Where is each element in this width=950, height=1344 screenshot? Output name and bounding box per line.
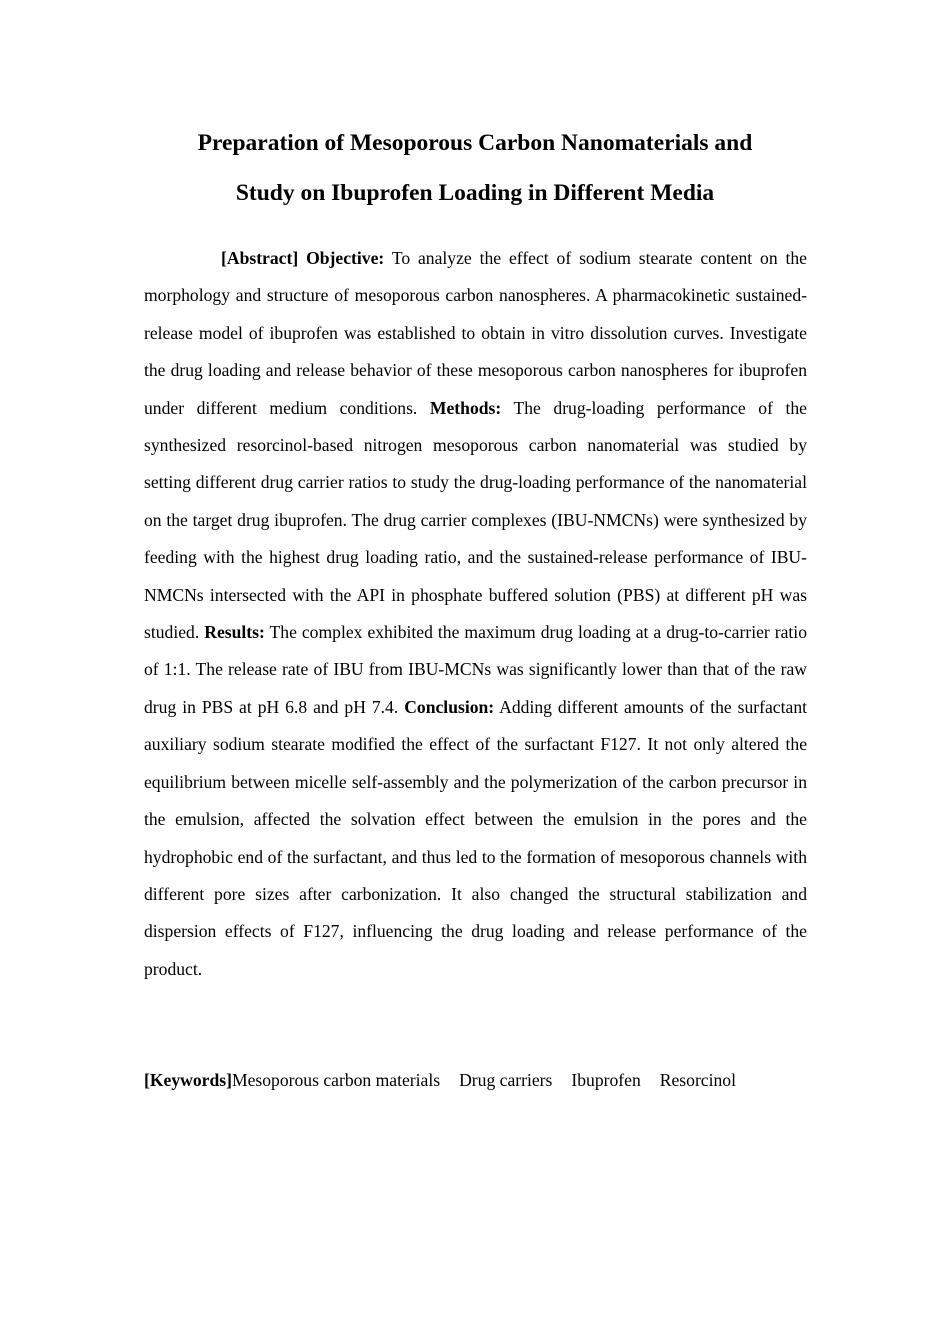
conclusion-label: Conclusion: [404, 696, 495, 717]
keyword-item: Mesoporous carbon materials [231, 1070, 441, 1090]
abstract-paragraph [144, 240, 807, 988]
title-line-2: Study on Ibuprofen Loading in Different Media [235, 180, 715, 206]
results-label: Results: [204, 622, 265, 643]
results-text: The complex exhibited the maximum drug loading at a drug-to-carrier ratio of 1:1. The release rate of IBU from IBU-MCNs was significantly lower than that of the raw drug in PBS at pH 6.8 and pH 7.4. [144, 622, 807, 717]
abstract-label: [Abstract] [221, 248, 299, 268]
title-line-1: Preparation of Mesoporous Carbon Nanomaterials and [197, 130, 753, 156]
methods-label: Methods: [429, 397, 502, 418]
keyword-item: Drug carriers [459, 1070, 553, 1090]
keyword-item: Ibuprofen [571, 1070, 641, 1090]
paper-title [100, 118, 850, 218]
objective-label: Objective: [306, 248, 385, 268]
objective-text: To analyze the effect of sodium stearate content on the morphology and structure of mesoporous carbon nanospheres. A pharmacokinetic sustained-release model of ibuprofen was established to obtain in vitro dissolution curves. Investigate the drug loading and release behavior of these mesoporous carbon nanospheres for ibuprofen under different medium conditions. [144, 248, 807, 418]
methods-text: The drug-loading performance of the synthesized resorcinol-based nitrogen mesoporous carbon nanomaterial was studied by setting different drug carrier ratios to study the drug-loading performance of the nanomaterial on the target drug ibuprofen. The drug carrier complexes (IBU-NMCNs) were synthesized by feeding with the highest drug loading ratio, and the sustained-release performance of IBU-NMCNs intersected with the API in phosphate buffered solution (PBS) at different pH was studied. [144, 397, 807, 643]
keyword-item: Resorcinol [659, 1070, 736, 1090]
keywords-line [144, 1062, 844, 1099]
keywords-label: [Keywords] [144, 1070, 232, 1090]
conclusion-text: Adding different amounts of the surfactant auxiliary sodium stearate modified the effect of the surfactant F127. It not only altered the equilibrium between micelle self-assembly and the polymerization of the carbon precursor in the emulsion, affected the solvation effect between the emulsion in the pores and the hydrophobic end of the surfactant, and thus led to the formation of mesoporous channels with different pore sizes after carbonization. It also changed the structural stabilization and dispersion effects of F127, influencing the drug loading and release performance of the product. [144, 696, 807, 979]
